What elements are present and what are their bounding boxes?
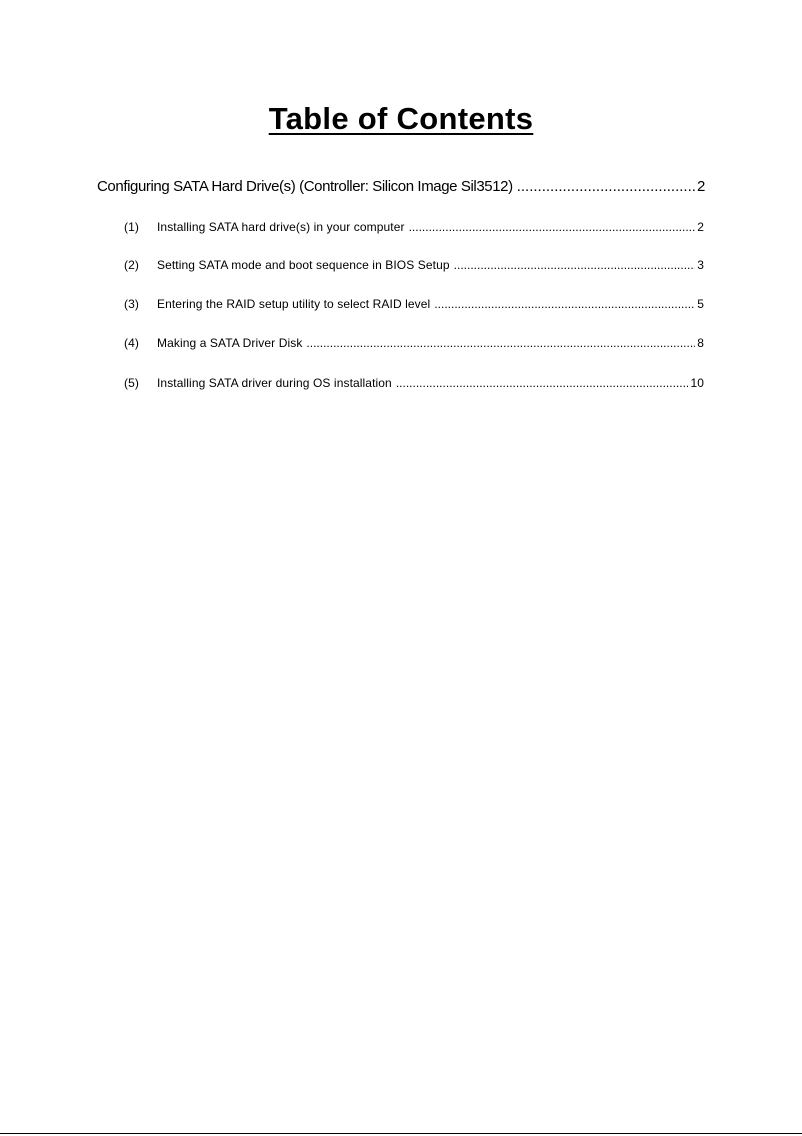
dot-leader (409, 219, 696, 235)
toc-subentry-text: Setting SATA mode and boot sequence in BIOS Setup (157, 258, 450, 272)
dot-leader (517, 178, 695, 196)
toc-entry-configuring-sata[interactable] (97, 178, 705, 196)
toc-subentry-text: Making a SATA Driver Disk (157, 336, 303, 350)
toc-page-number: 5 (697, 297, 704, 311)
toc-page-number: 8 (697, 336, 704, 350)
toc-subentry-number: (1) (124, 220, 139, 234)
toc-subentry-4[interactable] (124, 335, 704, 351)
toc-subentry-text: Entering the RAID setup utility to select RAID level (157, 297, 431, 311)
toc-subentry-5[interactable] (124, 375, 704, 391)
toc-subentry-number: (2) (124, 258, 139, 272)
toc-subentry-1[interactable] (124, 219, 704, 235)
toc-subentry-2[interactable] (124, 257, 704, 273)
page-title: Table of Contents (268, 101, 534, 136)
toc-page-number: 3 (697, 258, 704, 272)
toc-subentry-text: Installing SATA driver during OS installation (157, 376, 392, 390)
toc-subentry-3[interactable] (124, 296, 704, 312)
toc-page-number: 2 (697, 220, 704, 234)
toc-subentry-number: (5) (124, 376, 139, 390)
page-bottom-rule (0, 1133, 802, 1134)
dot-leader (396, 375, 689, 391)
toc-subentry-text: Installing SATA hard drive(s) in your computer (157, 220, 405, 234)
toc-page-number: 10 (690, 376, 704, 390)
dot-leader (434, 296, 695, 312)
toc-subentry-number: (4) (124, 336, 139, 350)
dot-leader (454, 257, 696, 273)
toc-subentry-number: (3) (124, 297, 139, 311)
toc-entry-text: Configuring SATA Hard Drive(s) (Controller: Silicon Image Sil3512) (97, 178, 513, 195)
dot-leader (306, 335, 695, 351)
toc-page-number: 2 (697, 178, 705, 195)
